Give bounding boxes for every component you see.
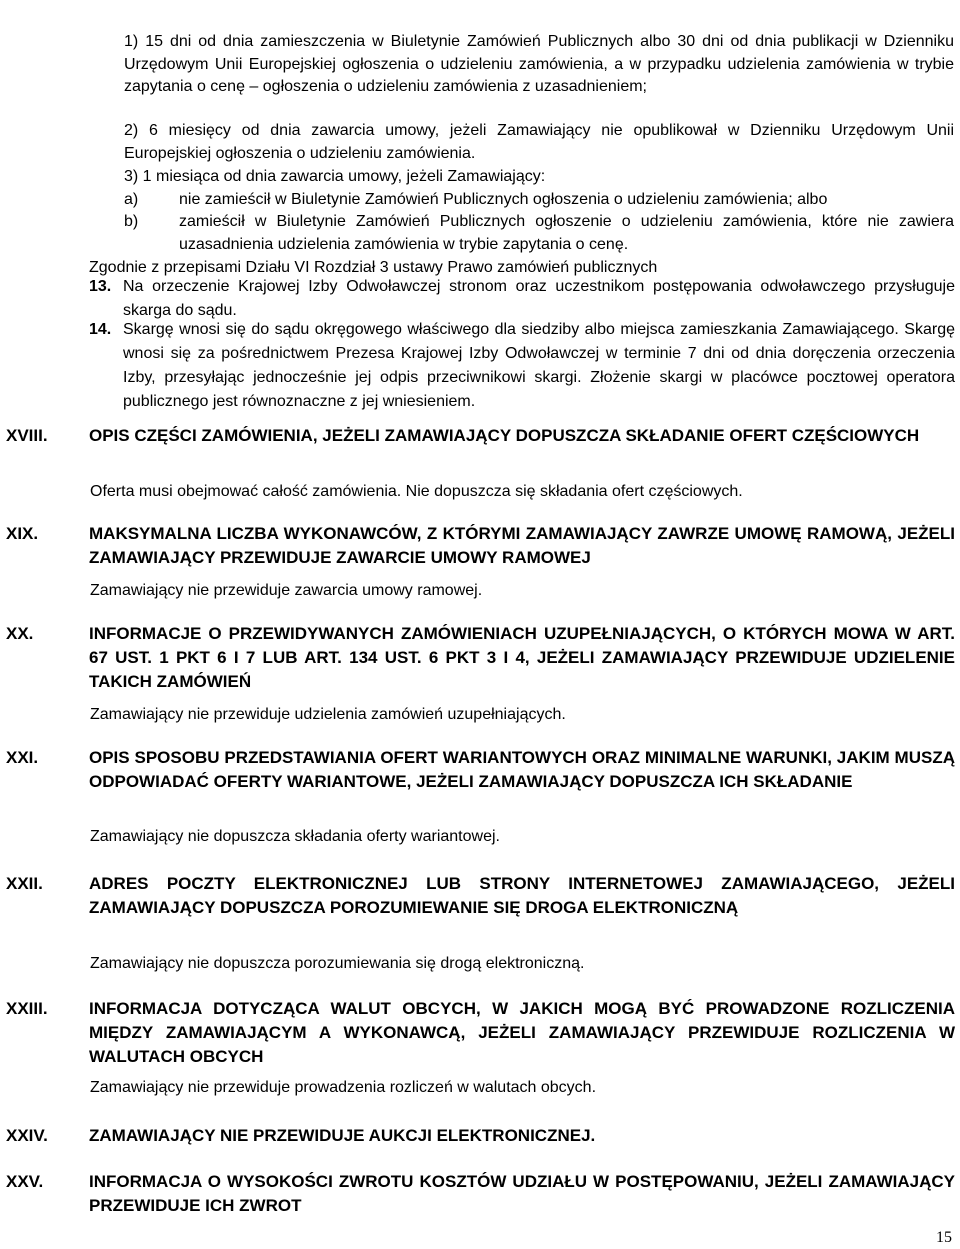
paragraph-13: Na orzeczenie Krajowej Izby Odwoławczej stronom oraz uczestnikom postępowania odwoławczego przysługuje skarga do sądu.	[123, 278, 955, 319]
section-number-xxii: XXII.	[6, 874, 43, 893]
section-body-xix: Zamawiający nie przewiduje zawarcia umowy ramowej.	[90, 582, 483, 599]
section-body-xxiii: Zamawiający nie przewiduje prowadzenia rozliczeń w walutach obcych.	[90, 1079, 597, 1096]
section-number-xix: XIX.	[6, 524, 39, 543]
term-item-3b-marker: b)	[124, 213, 139, 230]
term-item-3b: zamieścił w Biuletynie Zamówień Publicznych ogłoszenie o udzieleniu zamówienia, które nie zawiera uzasadnienia udzielenia zamówienia w trybie zapytania o cenę.	[179, 213, 954, 253]
term-item-3a-marker: a)	[124, 191, 139, 208]
paragraph-13-number: 13.	[89, 278, 112, 295]
section-number-xxv: XXV.	[6, 1172, 44, 1191]
section-title-xviii: OPIS CZĘŚCI ZAMÓWIENIA, JEŻELI ZAMAWIAJĄCY DOPUSZCZA SKŁADANIE OFERT CZĘŚCIOWYCH	[89, 426, 920, 445]
paragraph-14-number: 14.	[89, 321, 112, 338]
section-body-xx: Zamawiający nie przewiduje udzielenia zamówień uzupełniających.	[90, 706, 566, 723]
section-title-xxv: INFORMACJA O WYSOKOŚCI ZWROTU KOSZTÓW UDZIAŁU W POSTĘPOWANIU, JEŻELI ZAMAWIAJĄCY PRZEWIDUJE ICH ZWROT	[89, 1172, 955, 1215]
section-title-xxiii: INFORMACJA DOTYCZĄCA WALUT OBCYCH, W JAKICH MOGĄ BYĆ PROWADZONE ROZLICZENIA MIĘDZY ZAMAWIAJĄCYM A WYKONAWCĄ, JEŻELI ZAMAWIAJĄCY PRZEWIDUJE ROZLICZENIA W WALUTACH OBCYCH	[89, 999, 955, 1066]
term-item-1: 1) 15 dni od dnia zamieszczenia w Biuletynie Zamówień Publicznych albo 30 dni od dnia publikacji w Dzienniku Urzędowym Unii Europejskiej ogłoszenia o udzieleniu zamówienia, a w przypadku udzielenia zamówienia w trybie zapytania o cenę – ogłoszenia o udzieleniu zamówienia z uzasadnieniem;	[124, 33, 954, 95]
section-title-xxiv: ZAMAWIAJĄCY NIE PRZEWIDUJE AUKCJI ELEKTRONICZNEJ.	[89, 1126, 596, 1145]
term-item-3a: nie zamieścił w Biuletynie Zamówień Publicznych ogłoszenia o udzieleniu zamówienia; albo	[179, 191, 828, 208]
section-body-xxii: Zamawiający nie dopuszcza porozumiewania się drogą elektroniczną.	[90, 955, 585, 972]
section-body-xxi: Zamawiający nie dopuszcza składania oferty wariantowej.	[90, 828, 500, 845]
section-number-xxiii: XXIII.	[6, 999, 48, 1018]
section-title-xxi: OPIS SPOSOBU PRZEDSTAWIANIA OFERT WARIANTOWYCH ORAZ MINIMALNE WARUNKI, JAKIM MUSZĄ ODPOWIADAĆ OFERTY WARIANTOWE, JEŻELI ZAMAWIAJĄCY DOPUSZCZA ICH SKŁADANIE	[89, 748, 955, 791]
section-title-xix: MAKSYMALNA LICZBA WYKONAWCÓW, Z KTÓRYMI ZAMAWIAJĄCY ZAWRZE UMOWĘ RAMOWĄ, JEŻELI ZAMAWIAJĄCY PRZEWIDUJE ZAWARCIE UMOWY RAMOWEJ	[89, 524, 955, 567]
section-number-xxi: XXI.	[6, 748, 39, 767]
section-body-xviii: Oferta musi obejmować całość zamówienia. Nie dopuszcza się składania ofert częściowych.	[90, 483, 743, 500]
term-item-2: 2) 6 miesięcy od dnia zawarcia umowy, jeżeli Zamawiający nie opublikował w Dzienniku Urzędowym Unii Europejskiej ogłoszenia o udzieleniu zamówienia.	[124, 122, 954, 162]
section-number-xx: XX.	[6, 624, 34, 643]
page-number: 15	[936, 1229, 952, 1246]
section-number-xxiv: XXIV.	[6, 1126, 48, 1145]
term-item-3: 3) 1 miesiąca od dnia zawarcia umowy, jeżeli Zamawiający:	[124, 168, 546, 185]
paragraph-14: Skargę wnosi się do sądu okręgowego właściwego dla siedziby albo miejsca zamieszkania Zamawiającego. Skargę wnosi się za pośrednictwem Prezesa Krajowej Izby Odwoławczej w terminie 7 dni od dnia doręczenia orzeczenia Izby, przesyłając jednocześnie jej odpis przeciwnikowi skargi. Złożenie skargi w placówce pocztowej operatora publicznego jest równoznaczne z jej wniesieniem.	[123, 321, 955, 410]
section-number-xviii: XVIII.	[6, 426, 48, 445]
law-reference: Zgodnie z przepisami Działu VI Rozdział 3 ustawy Prawo zamówień publicznych	[89, 259, 658, 276]
section-title-xx: INFORMACJE O PRZEWIDYWANYCH ZAMÓWIENIACH UZUPEŁNIAJĄCYCH, O KTÓRYCH MOWA W ART. 67 UST. 1 PKT 6 I 7 LUB ART. 134 UST. 6 PKT 3 I 4, JEŻELI ZAMAWIAJĄCY PRZEWIDUJE UDZIELENIE TAKICH ZAMÓWIEŃ	[89, 624, 955, 691]
section-title-xxii: ADRES POCZTY ELEKTRONICZNEJ LUB STRONY INTERNETOWEJ ZAMAWIAJĄCEGO, JEŻELI ZAMAWIAJĄCY DOPUSZCZA POROZUMIEWANIE SIĘ DROGA ELEKTRONICZNĄ	[89, 874, 955, 917]
